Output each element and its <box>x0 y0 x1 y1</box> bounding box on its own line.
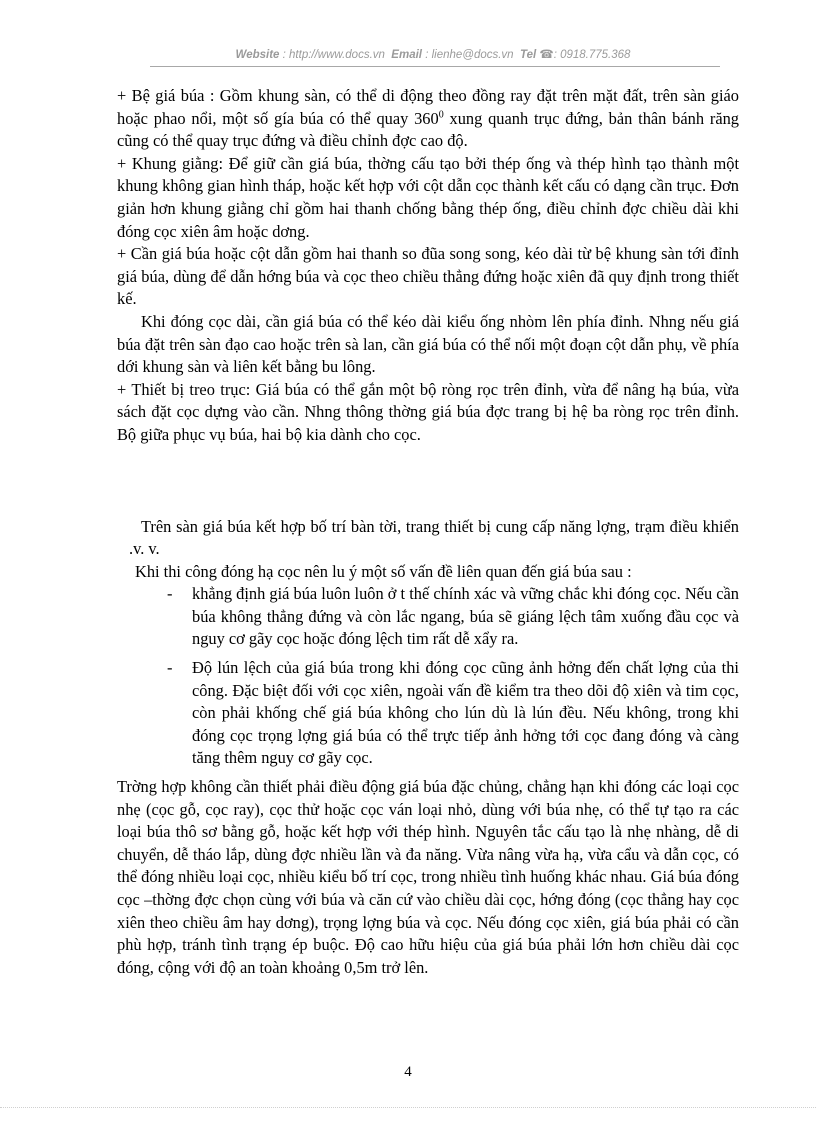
tel-value: : 0918.775.368 <box>553 49 631 61</box>
tel-label: Tel <box>519 49 537 61</box>
spacer <box>117 447 739 516</box>
paragraph-khung-giang: + Khung giằng: Để giữ cần giá búa, thờng cấu tạo bởi thép ống và thép hình tạo thành một khung không gian hình tháp, hoặc kết hợp với cột dẫn cọc thành kết cấu có dạng cần trục. Đơn giản hơn khung giằng chỉ gồm hai thanh chống bằng thép ống, điều chỉnh đợc chiều dài khi đóng cọc xiên âm hoặc dơng. <box>117 153 739 241</box>
degree-superscript: 0 <box>438 109 444 121</box>
bullet-dash: - <box>167 584 173 604</box>
header-divider <box>150 66 720 67</box>
email-value: : lienhe@docs.vn <box>425 49 514 61</box>
paragraph-truong-hop: Trờng hợp không cần thiết phải điều động giá búa đặc chủng, chẳng hạn khi đóng các loại cọc nhẹ (cọc gỗ, cọc ray), cọc thử hoặc cọc ván loại nhỏ, dùng với búa nhẹ, có thể tự tạo ra các loại búa thô sơ bằng gỗ, hoặc kết hợp với thép hình. Nguyên tắc cấu tạo là nhẹ nhàng, dễ di chuyển, dễ tháo lắp, dùng đợc nhiều lần và đa năng. Vừa nâng vừa hạ, vừa cẩu và dẫn cọc, có thể đóng nhiều loại cọc, nhiều kiểu bố trí cọc, trong nhiều tình huống khác nhau. Giá búa đóng cọc –thờng đợc chọn cùng với búa và căn cứ vào chiều dài cọc, hớng đóng (cọc thẳng hay cọc xiên theo chiều âm hay dơng), trọng lợng búa và cọc. Nếu đóng cọc xiên, giá búa phải có cần phù hợp, tránh tình trạng ép buộc. Độ cao hữu hiệu của giá búa phải lớn hơn chiều dài cọc đóng, cộng với độ an toàn khoảng 0,5m trở lên. <box>117 777 739 977</box>
page-header <box>150 47 716 61</box>
bullet-dash: - <box>167 658 173 678</box>
website-label: Website <box>235 49 280 61</box>
footer-divider <box>0 1107 816 1108</box>
paragraph-be-gia-bua: + Bệ giá búa : Gồm khung sàn, có thể di động theo đồng ray đặt trên mặt đất, trên sàn giáo hoặc phao nổi, một số gía búa có thể quay $360^0$ xung quanh trục đứng, bản thân bánh răng cũng có thể quay trục đứng và điều chỉnh đợc cao độ. <box>117 86 739 151</box>
page-number: 4 <box>404 1064 412 1080</box>
bullet-list <box>117 583 739 770</box>
paragraph-luu-y: Khi thi công đóng hạ cọc nên lu ý một số vấn đề liên quan đến giá búa sau : <box>135 561 632 581</box>
paragraph-can-gia-bua: + Cần giá búa hoặc cột dẫn gồm hai thanh so đũa song song, kéo dài từ bệ khung sàn tới đỉnh giá búa, dùng để dẫn hớng búa và cọc theo chiều thẳng đứng hoặc xiên đã quy định trong thiết kế. <box>117 244 739 309</box>
website-value: : http://www.docs.vn <box>282 49 385 61</box>
paragraph-khi-dong-coc-dai: Khi đóng cọc dài, cần giá búa có thể kéo dài kiểu ống nhòm lên phía đỉnh. Nhng nếu giá búa đặt trên sàn đạo cao hoặc trên sà lan, cần giá búa có thể nối một đoạn cột dẫn phụ, về phía dới khung sàn và liên kết bằng bu lông. <box>117 311 739 377</box>
paragraph-thiet-bi-treo-truc: + Thiết bị treo trục: Giá búa có thể gắn một bộ ròng rọc trên đỉnh, vừa để nâng hạ búa, vừa sách đặt cọc dựng vào cần. Nhng thông thờng giá búa đợc trang bị hệ ba ròng rọc trên đỉnh. Bộ giữa phục vụ búa, hai bộ kia dành cho cọc. <box>117 379 739 444</box>
document-body <box>117 85 739 979</box>
phone-icon: ☎ <box>539 49 554 61</box>
email-label: Email <box>391 49 422 61</box>
paragraph-tren-san: Trên sàn giá búa kết hợp bố trí bàn tời, trang thiết bị cung cấp năng lợng, trạm điều khiển .v. v. <box>129 516 739 559</box>
list-item: - Độ lún lệch của giá búa trong khi đóng cọc cũng ảnh hởng đến chất lợng của thi công. Đặc biệt đối với cọc xiên, ngoài vấn đề kiểm tra theo dõi độ xiên và tim cọc, còn phải khống chế giá búa không cho lún dù là lún đều. Nếu không, trong khi đóng cọc trọng lợng giá búa có thể trực tiếp ảnh hởng tới cọc đang đóng và càng tăng thêm nguy cơ gãy cọc. <box>167 658 739 768</box>
list-item: - khẳng định giá búa luôn luôn ở t thế chính xác và vững chắc khi đóng cọc. Nếu cần búa không thẳng đứng và còn lắc ngang, búa sẽ giáng lệch tâm xuống đầu cọc và nguy cơ gãy cọc hoặc đóng lệch tim rất dễ xẩy ra. <box>167 584 739 649</box>
